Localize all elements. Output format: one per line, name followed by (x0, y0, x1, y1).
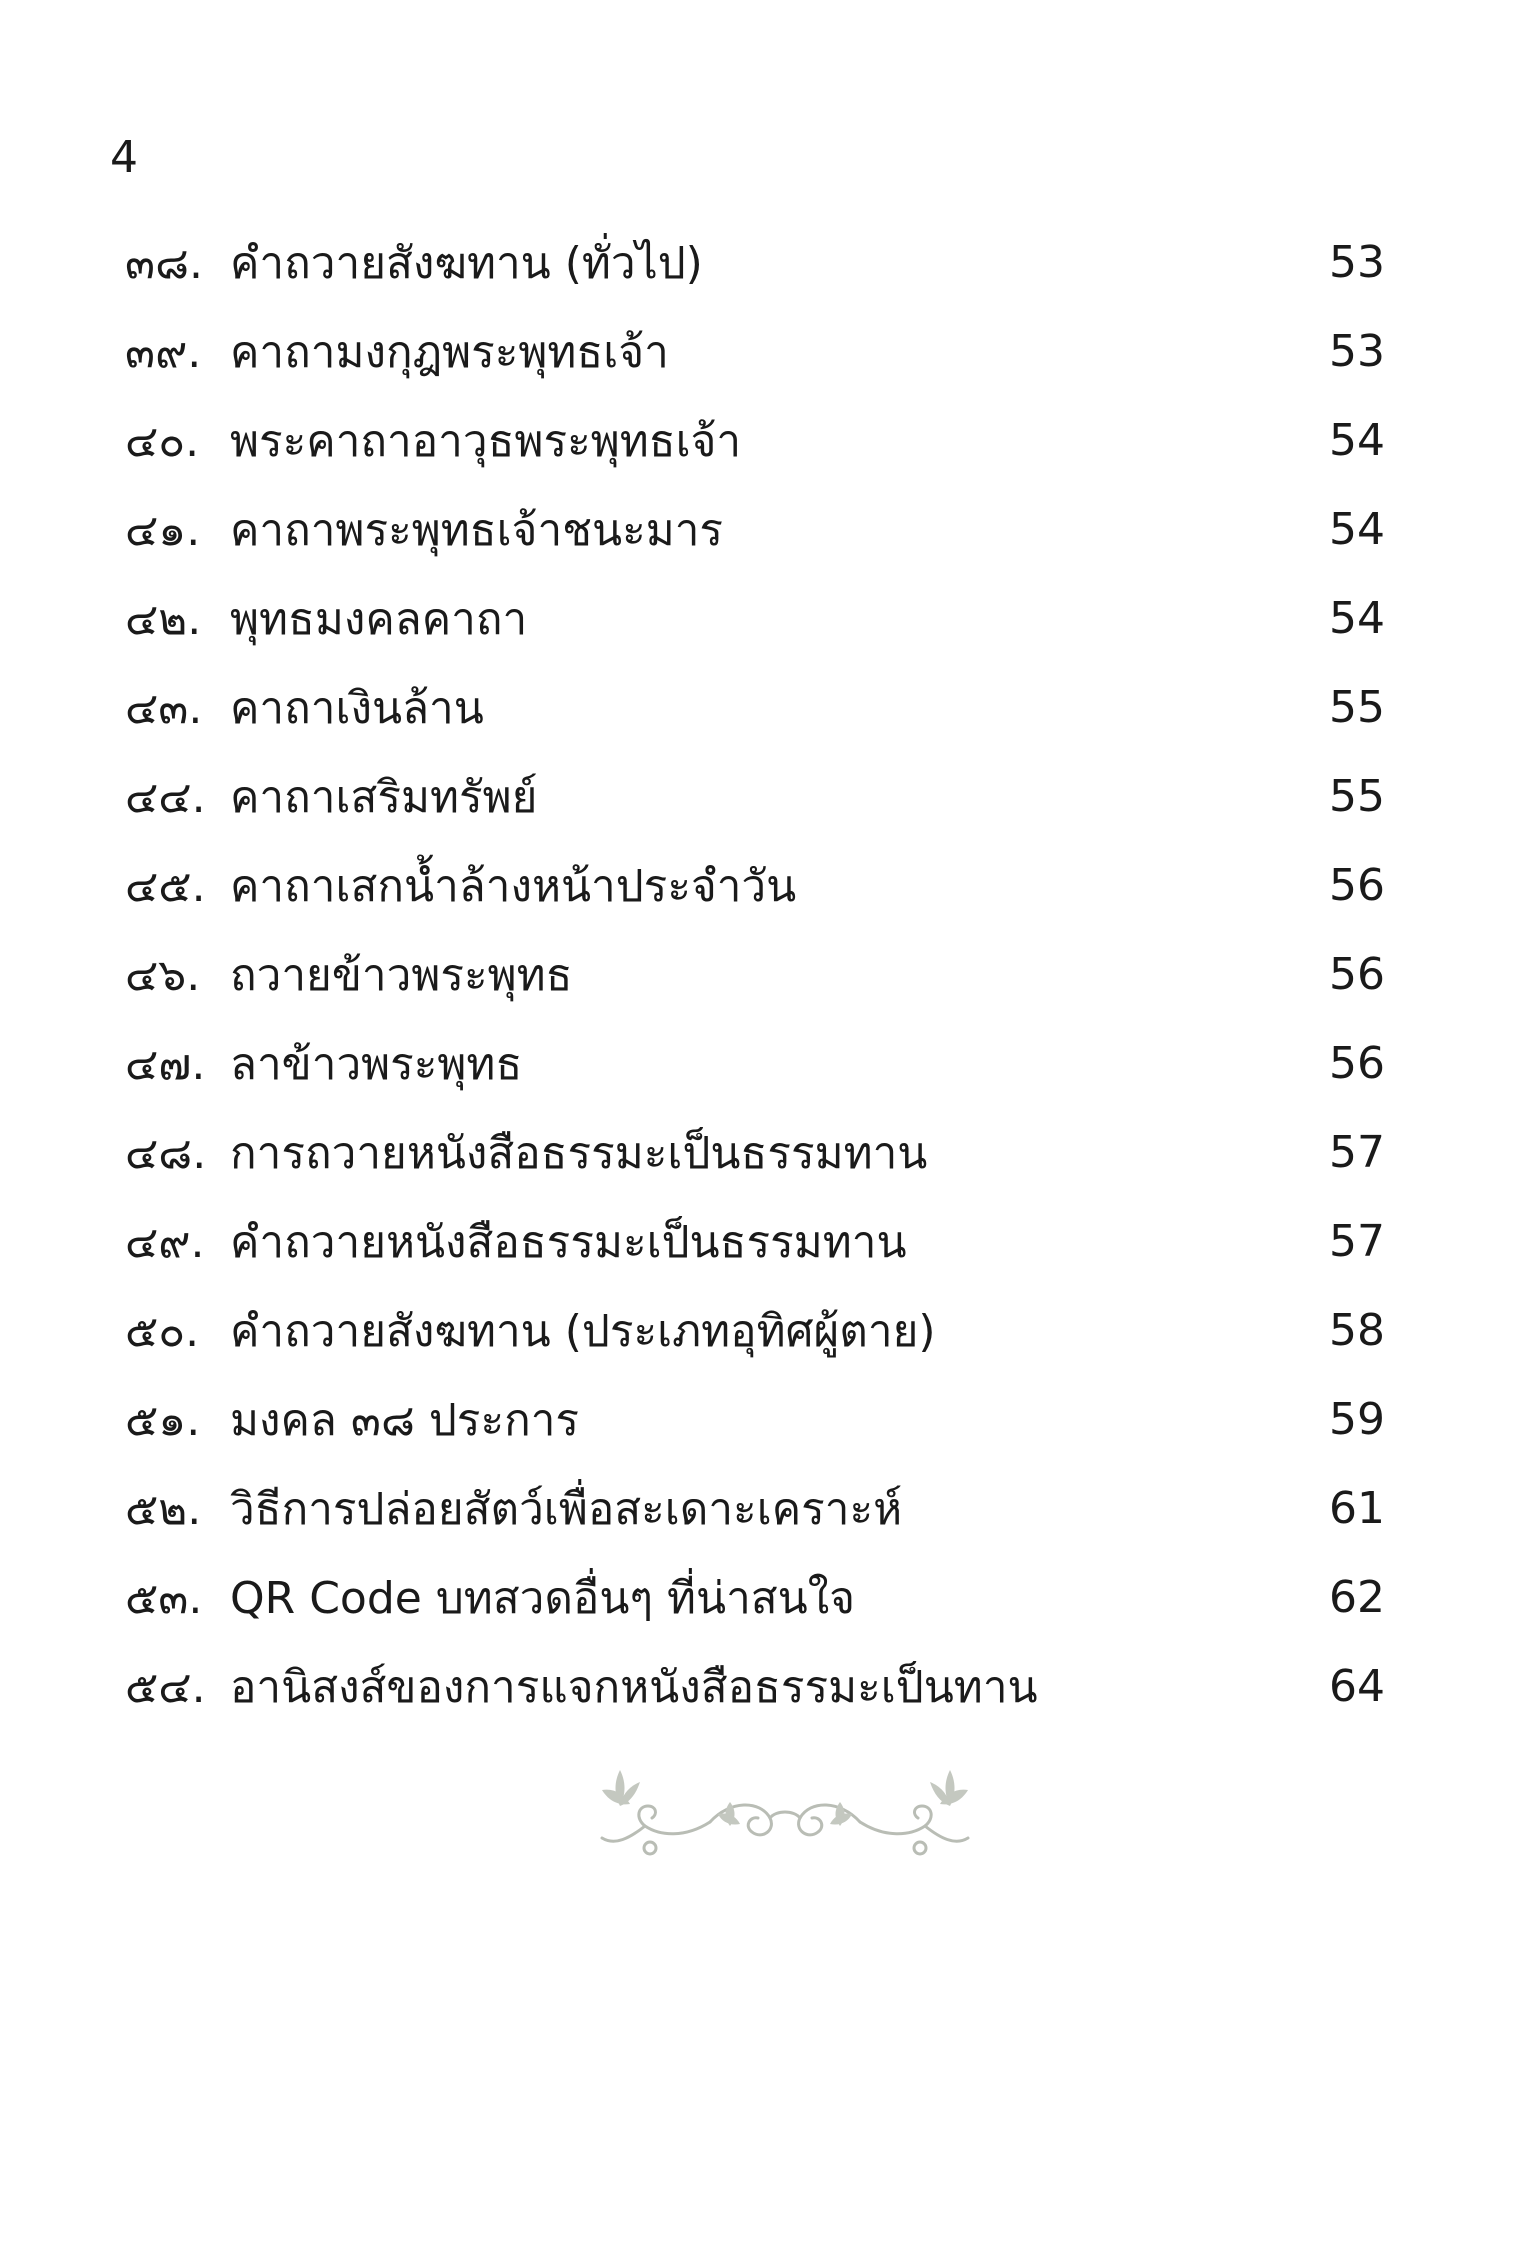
toc-entry-title: วิธีการปล่อยสัตว์เพื่อสะเดาะเคราะห์ (230, 1483, 903, 1535)
toc-entry-number: ๔๑. (125, 504, 201, 556)
toc-entry (125, 1464, 1385, 1553)
toc-entry-title: ลาข้าวพระพุทธ (230, 1038, 523, 1090)
toc-entry-page: 61 (1329, 1483, 1385, 1534)
toc-entry (125, 1286, 1385, 1375)
toc-entry-number: ๔๕. (125, 860, 206, 912)
toc-entry-page: 59 (1329, 1394, 1385, 1445)
toc-entry-page: 58 (1329, 1305, 1385, 1356)
toc-entry (125, 307, 1385, 396)
toc-entry-title: พุทธมงคลคาถา (230, 593, 528, 645)
toc-entry-number: ๕๓. (125, 1572, 203, 1624)
toc-entry (125, 1375, 1385, 1464)
toc-entry-number: ๕๑. (125, 1394, 201, 1446)
toc-entry-title: คำถวายสังฆทาน (ประเภทอุทิศผู้ตาย) (230, 1305, 936, 1357)
toc-entry-title: การถวายหนังสือธรรมะเป็นธรรมทาน (230, 1127, 928, 1179)
toc-entry-number: ๔๗. (125, 1038, 206, 1090)
toc-entry (125, 663, 1385, 752)
toc-entry (125, 396, 1385, 485)
toc-entry-page: 64 (1329, 1661, 1385, 1712)
toc-entry-title: คำถวายสังฆทาน (ทั่วไป) (230, 237, 703, 289)
toc-entry-title: QR Code บทสวดอื่นๆ ที่น่าสนใจ (230, 1572, 856, 1624)
toc-entry-page: 56 (1329, 1038, 1385, 1089)
table-of-contents (125, 218, 1385, 1731)
toc-entry-number: ๔๖. (125, 949, 201, 1001)
toc-entry-title: คาถาเงินล้าน (230, 682, 484, 734)
toc-entry-number: ๔๒. (125, 593, 202, 645)
toc-entry (125, 1553, 1385, 1642)
floral-divider-icon (590, 1760, 980, 1870)
toc-entry-title: คาถามงกุฎพระพุทธเจ้า (230, 326, 669, 378)
toc-entry-number: ๕๐. (125, 1305, 200, 1357)
toc-entry-page: 53 (1329, 326, 1385, 377)
toc-entry-number: ๔๐. (125, 415, 200, 467)
toc-entry-title: คำถวายหนังสือธรรมะเป็นธรรมทาน (230, 1216, 907, 1268)
toc-entry-number: ๔๘. (125, 1127, 207, 1179)
toc-entry-page: 62 (1329, 1572, 1385, 1623)
toc-entry (125, 1642, 1385, 1731)
toc-entry-number: ๔๙. (125, 1216, 205, 1268)
toc-entry-title: คาถาพระพุทธเจ้าชนะมาร (230, 504, 724, 556)
toc-entry (125, 841, 1385, 930)
toc-entry-title: คาถาเสกน้ำล้างหน้าประจำวัน (230, 860, 797, 912)
toc-entry-page: 57 (1329, 1127, 1385, 1178)
toc-entry-title: อานิสงส์ของการแจกหนังสือธรรมะเป็นทาน (230, 1661, 1038, 1713)
toc-entry-title: มงคล ๓๘ ประการ (230, 1394, 580, 1446)
toc-entry-page: 56 (1329, 860, 1385, 911)
toc-entry (125, 1197, 1385, 1286)
toc-entry-number: ๕๒. (125, 1483, 202, 1535)
toc-entry-number: ๔๓. (125, 682, 203, 734)
toc-entry-title: ถวายข้าวพระพุทธ (230, 949, 573, 1001)
toc-entry-number: ๓๙. (125, 326, 202, 378)
toc-entry (125, 1108, 1385, 1197)
toc-entry (125, 485, 1385, 574)
toc-entry-page: 53 (1329, 237, 1385, 288)
toc-entry-number: ๕๔. (125, 1661, 206, 1713)
toc-entry (125, 930, 1385, 1019)
toc-entry-number: ๔๔. (125, 771, 206, 823)
toc-entry (125, 1019, 1385, 1108)
toc-entry-page: 56 (1329, 949, 1385, 1000)
page-number: 4 (110, 132, 138, 183)
toc-entry-page: 55 (1329, 771, 1385, 822)
toc-entry (125, 218, 1385, 307)
toc-entry-page: 57 (1329, 1216, 1385, 1267)
toc-entry-page: 54 (1329, 593, 1385, 644)
toc-entry (125, 574, 1385, 663)
toc-entry-page: 54 (1329, 415, 1385, 466)
toc-entry-page: 55 (1329, 682, 1385, 733)
toc-entry (125, 752, 1385, 841)
toc-entry-number: ๓๘. (125, 237, 204, 289)
toc-entry-page: 54 (1329, 504, 1385, 555)
toc-entry-title: คาถาเสริมทรัพย์ (230, 771, 538, 823)
toc-entry-title: พระคาถาอาวุธพระพุทธเจ้า (230, 415, 742, 467)
